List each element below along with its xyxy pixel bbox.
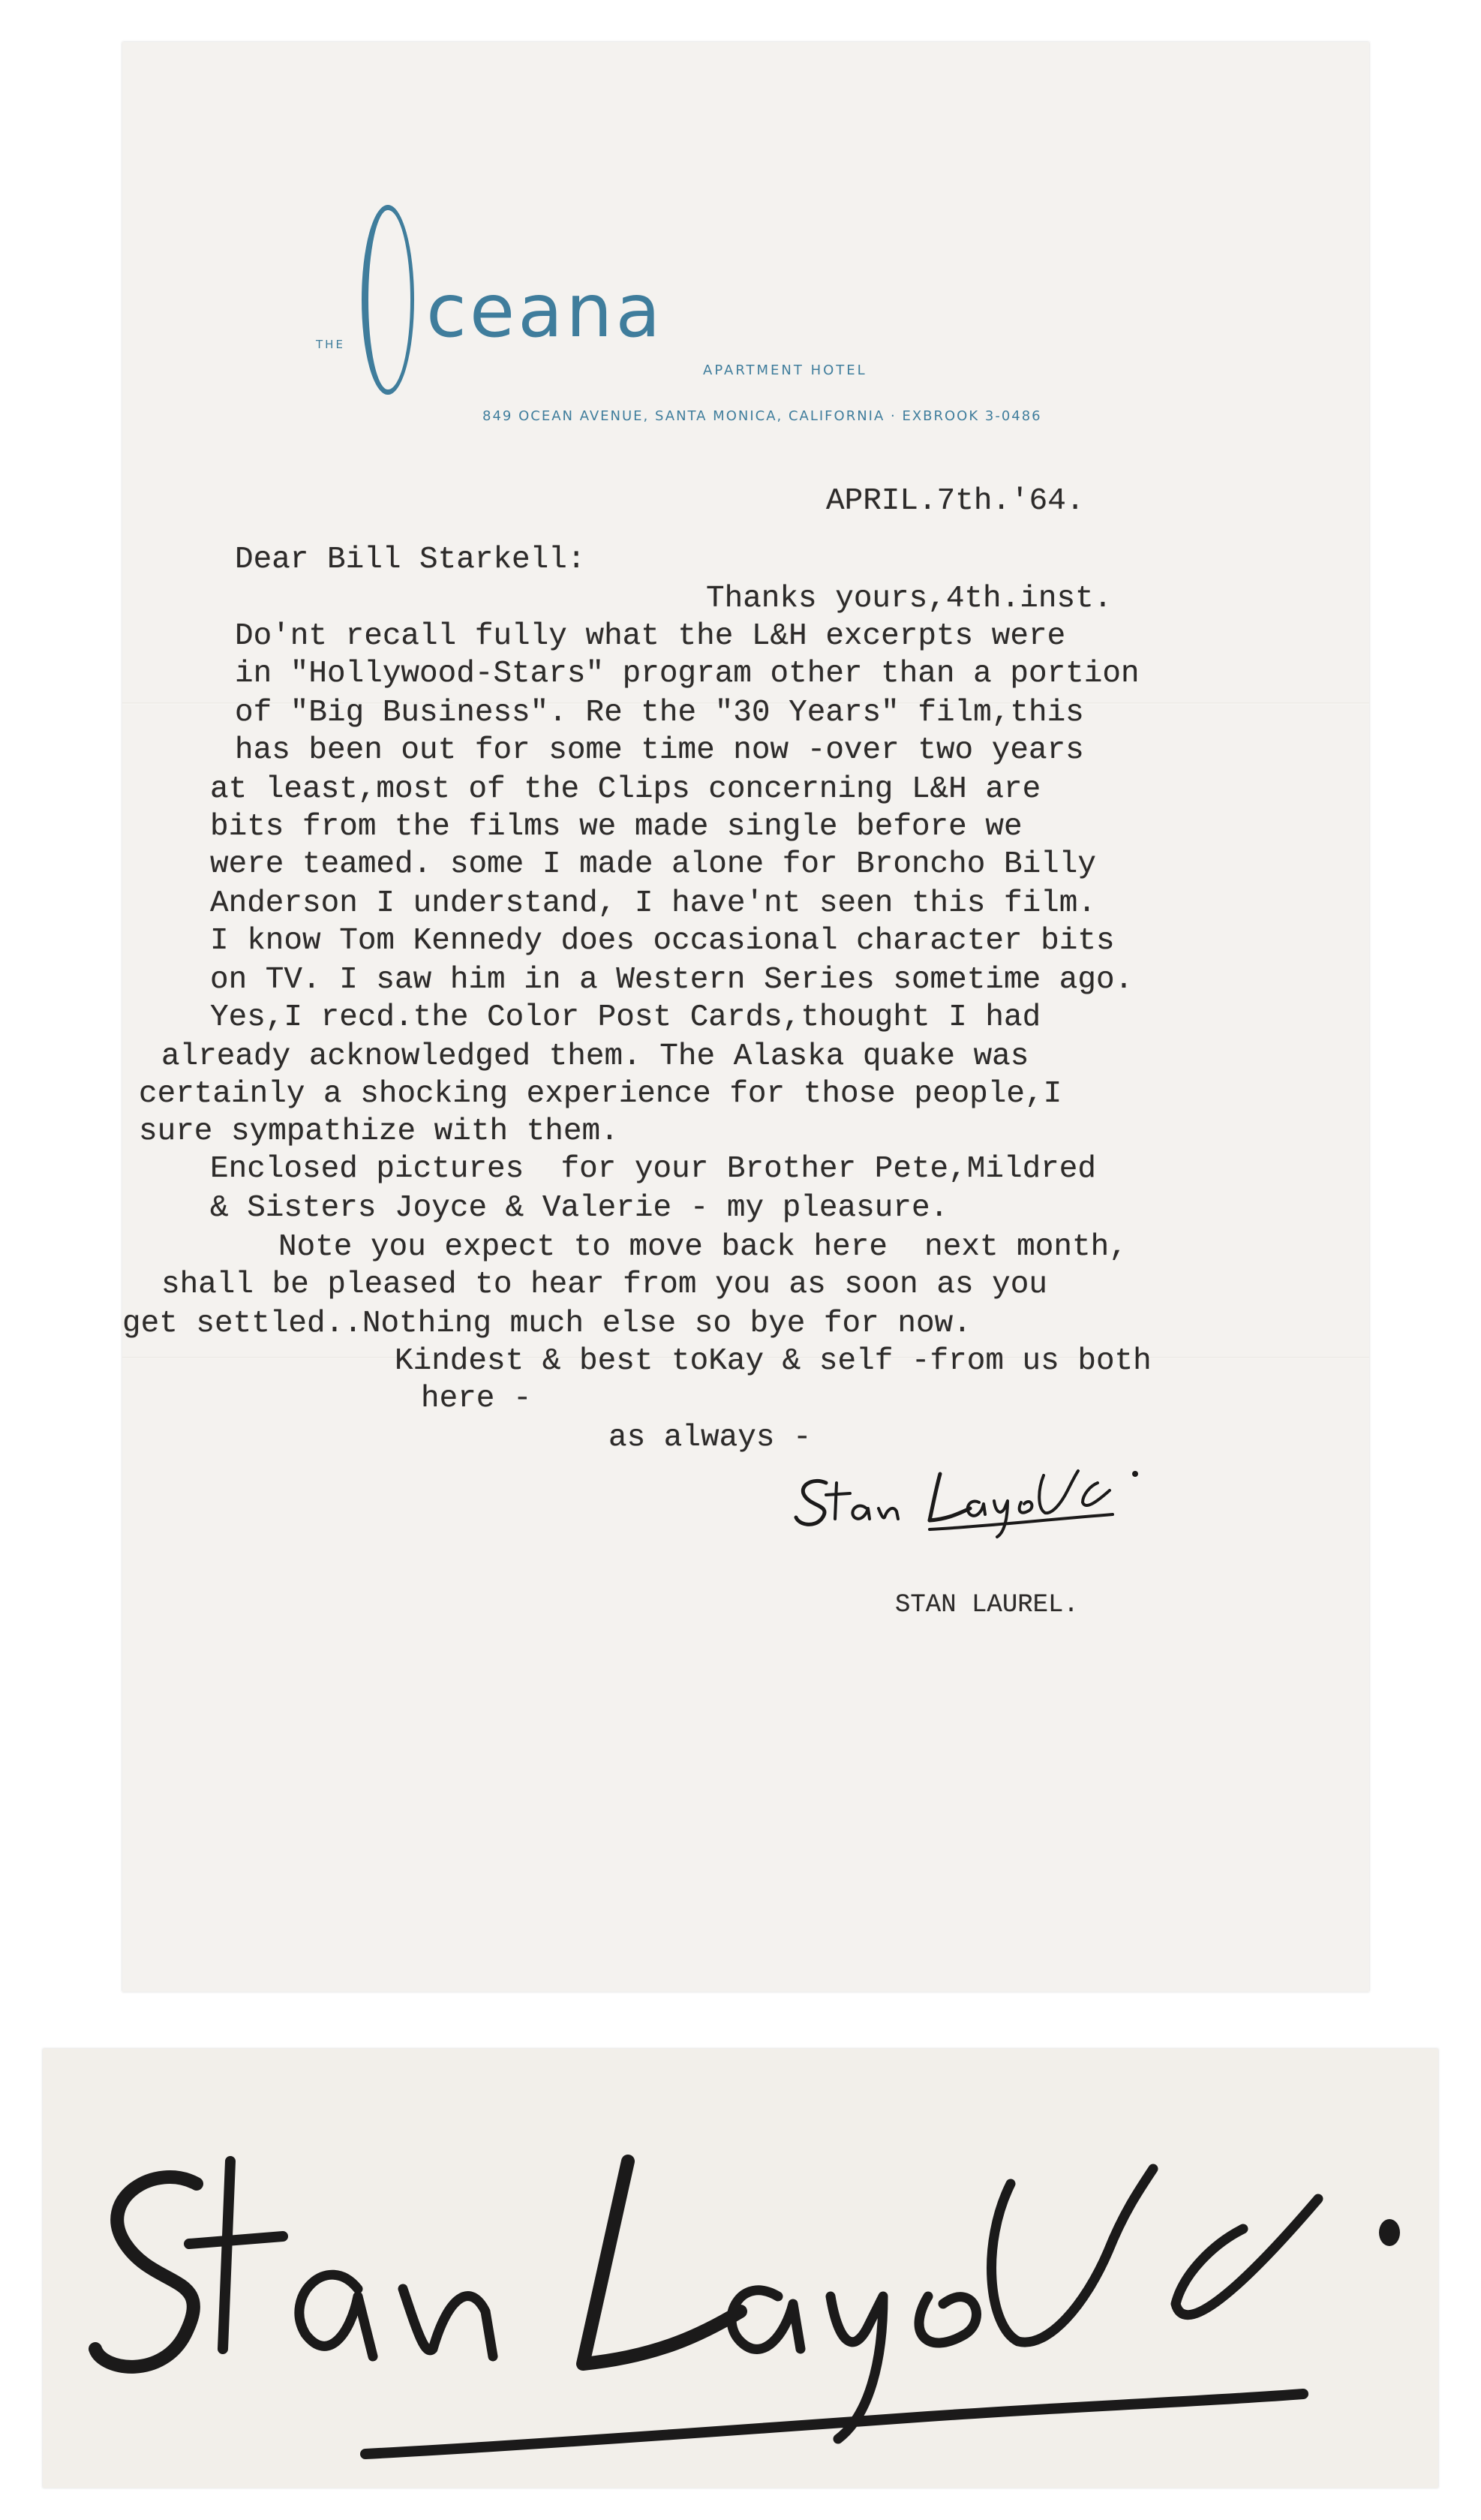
letter-page: [122, 42, 1369, 1992]
letter-line: shall be pleased to hear from you as soon as you: [161, 1268, 1047, 1302]
letter-line: Yes,I recd.the Color Post Cards,thought I had: [210, 1000, 1041, 1035]
letterhead-address: 849 OCEAN AVENUE, SANTA MONICA, CALIFORNIA · EXBROOK 3-0486: [482, 408, 1042, 424]
letter-line: Enclosed pictures for your Brother Pete,Mildred: [210, 1152, 1096, 1186]
letter-line: I know Tom Kennedy does occasional character bits: [210, 924, 1115, 958]
letter-line: of "Big Business". Re the "30 Years" film,this: [235, 696, 1084, 730]
letterhead-brand: ceana: [426, 269, 664, 354]
letter-line: & Sisters Joyce & Valerie - my pleasure.: [210, 1191, 949, 1225]
signature-closeup-image: [43, 2049, 1438, 2488]
letterhead-oval-o: [362, 205, 414, 395]
letter-line: as always -: [608, 1421, 812, 1455]
letterhead: [122, 42, 1369, 432]
letterhead-subtitle: APARTMENT HOTEL: [703, 362, 867, 378]
letter-line: at least,most of the Clips concerning L&H are: [210, 772, 1041, 807]
letter-line: Note you expect to move back here next month,: [278, 1230, 1128, 1265]
letter-line: Kindest & best toKay & self -from us both: [395, 1344, 1152, 1379]
letter-line: in "Hollywood-Stars" program other than a portion: [235, 657, 1140, 691]
letter-line: on TV. I saw him in a Western Series sometime ago.: [210, 963, 1134, 997]
letter-line: get settled..Nothing much else so bye for now.: [122, 1307, 972, 1341]
letter-line: sure sympathize with them.: [139, 1114, 619, 1149]
letter-line: Do'nt recall fully what the L&H excerpts were: [235, 619, 1066, 654]
letter-line: Anderson I understand, I have'nt seen this film.: [210, 886, 1096, 921]
letter-line: already acknowledged them. The Alaska quake was: [161, 1039, 1029, 1074]
letter-line: here -: [421, 1382, 532, 1416]
letter-line: Thanks yours,4th.inst.: [706, 582, 1113, 616]
signature-image: [783, 1430, 1173, 1550]
typed-name: STAN LAUREL.: [895, 1591, 1079, 1619]
letter-line: were teamed. some I made alone for Broncho Billy: [210, 847, 1096, 882]
letterhead-the: THE: [316, 338, 345, 351]
letter-line: certainly a shocking experience for those people,I: [139, 1077, 1062, 1111]
letter-line: bits from the films we made single before we: [210, 810, 1023, 844]
letter-date: APRIL.7th.'64.: [826, 484, 1085, 519]
letter-line: has been out for some time now -over two years: [235, 733, 1084, 768]
signature-closeup: [43, 2049, 1438, 2488]
letter-salutation: Dear Bill Starkell:: [235, 543, 586, 577]
